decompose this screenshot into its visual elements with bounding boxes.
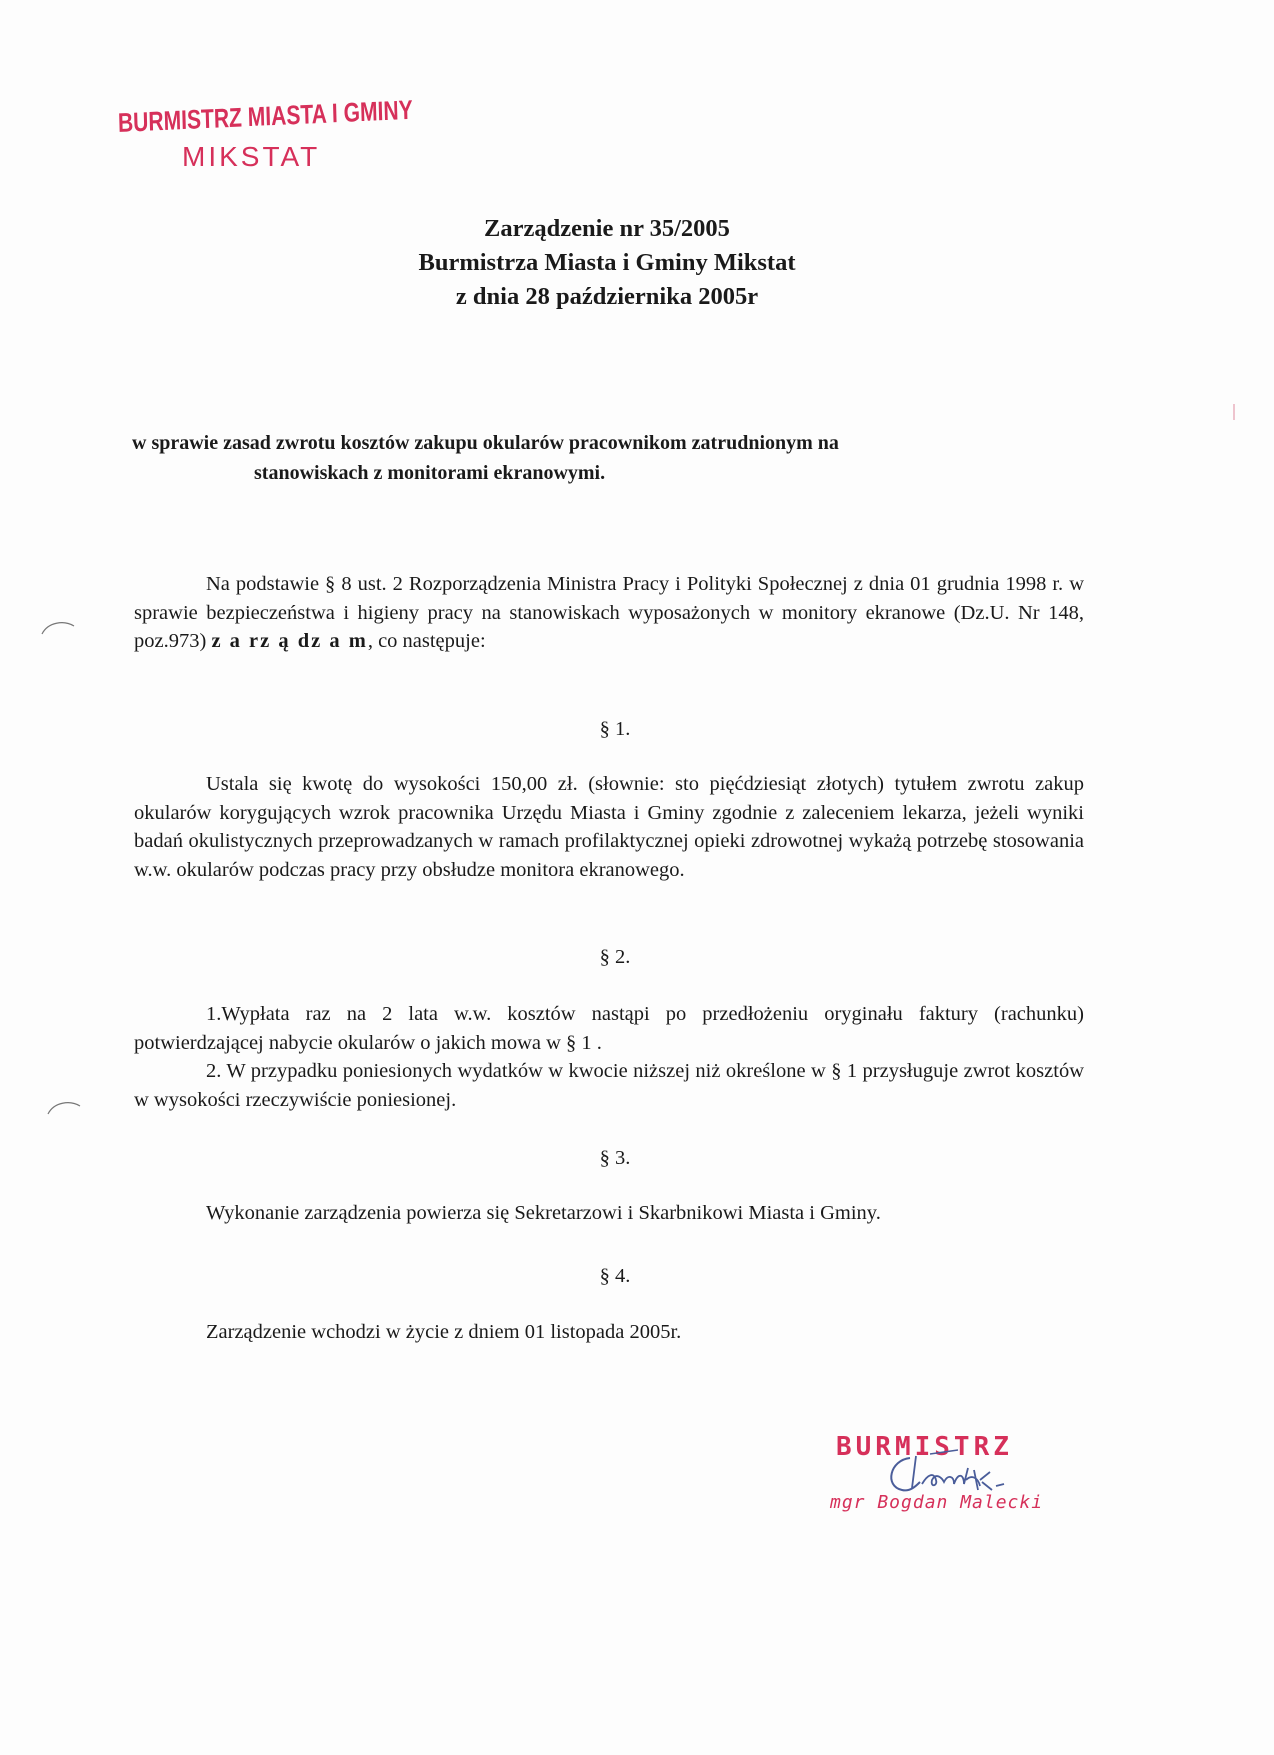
stamp-line-office: BURMISTRZ MIASTA I GMINY bbox=[117, 94, 414, 138]
punch-hole-mark bbox=[38, 618, 78, 638]
stamp-line-town: MIKSTAT bbox=[182, 141, 321, 172]
title-issuer: Burmistrza Miasta i Gminy Mikstat bbox=[418, 249, 796, 276]
title-number: Zarządzenie nr 35/2005 bbox=[484, 215, 730, 242]
punch-hole-mark bbox=[44, 1098, 84, 1118]
section-2-item-2: 2. W przypadku poniesionych wydatków w kwocie niższej niż określone w § 1 przysługuje zwrot kosztów w wysokości rzeczywiście poniesionej. bbox=[134, 1060, 1084, 1111]
document-subject bbox=[132, 428, 1112, 488]
title-date: z dnia 28 października 2005r bbox=[455, 283, 759, 310]
signatory-name: mgr Bogdan Malecki bbox=[830, 1492, 1044, 1513]
subject-line-2: stanowiskach z monitorami ekranowymi. bbox=[254, 462, 606, 484]
legal-basis-text: Na podstawie § 8 ust. 2 Rozporządzenia Ministra Pracy i Polityki Społecznej z dnia 01 grudnia 1998 r. w sprawie bezpieczeństwa i higieny pracy na stanowiskach wyposażonych w monitory ekranowe (Dz.U. Nr 148, poz.973) bbox=[134, 573, 1084, 652]
document-title bbox=[0, 212, 1214, 314]
section-1-text: Ustala się kwotę do wysokości 150,00 zł. (słownie: sto pięćdziesiąt złotych) tytułem zwrotu zakup okularów korygujących wzrok pracownika Urzędu Miasta i Gminy zgodnie z zaleceniem lekarza, jeżeli wyniki badań okulistycznych przeprowadzanych w ramach profilaktycznej opieki zdrowotnej wykażą potrzebę stosowania w.w. okularów podczas pracy przy obsłudze monitora ekranowego. bbox=[134, 773, 1084, 881]
subject-line-1: w sprawie zasad zwrotu kosztów zakupu okularów pracownikom zatrudnionym na bbox=[132, 432, 839, 454]
signature-role: BURMISTRZ bbox=[836, 1432, 1013, 1462]
legal-basis-paragraph bbox=[134, 570, 1084, 656]
section-2-heading: § 2. bbox=[599, 946, 631, 968]
section-2-body bbox=[134, 1000, 1084, 1114]
handwritten-signature bbox=[850, 1438, 1040, 1504]
scan-mark bbox=[1232, 404, 1236, 424]
section-2-item-1: 1.Wypłata raz na 2 lata w.w. kosztów nastąpi po przedłożeniu oryginału faktury (rachunku) potwierdzającej nabycie okularów o jakich mowa w § 1 . bbox=[134, 1003, 1084, 1054]
section-3-text: Wykonanie zarządzenia powierza się Sekretarzowi i Skarbnikowi Miasta i Gminy. bbox=[206, 1202, 881, 1224]
decree-word: z a rz ą dz a m bbox=[211, 630, 368, 652]
legal-basis-ending: , co następuje: bbox=[367, 630, 486, 652]
section-3-heading: § 3. bbox=[599, 1147, 631, 1169]
signature-stamp bbox=[830, 1432, 1070, 1513]
section-4-heading: § 4. bbox=[599, 1265, 631, 1287]
section-4-text: Zarządzenie wchodzi w życie z dniem 01 listopada 2005r. bbox=[206, 1321, 682, 1343]
office-stamp bbox=[117, 94, 418, 173]
section-1-heading: § 1. bbox=[599, 718, 631, 740]
